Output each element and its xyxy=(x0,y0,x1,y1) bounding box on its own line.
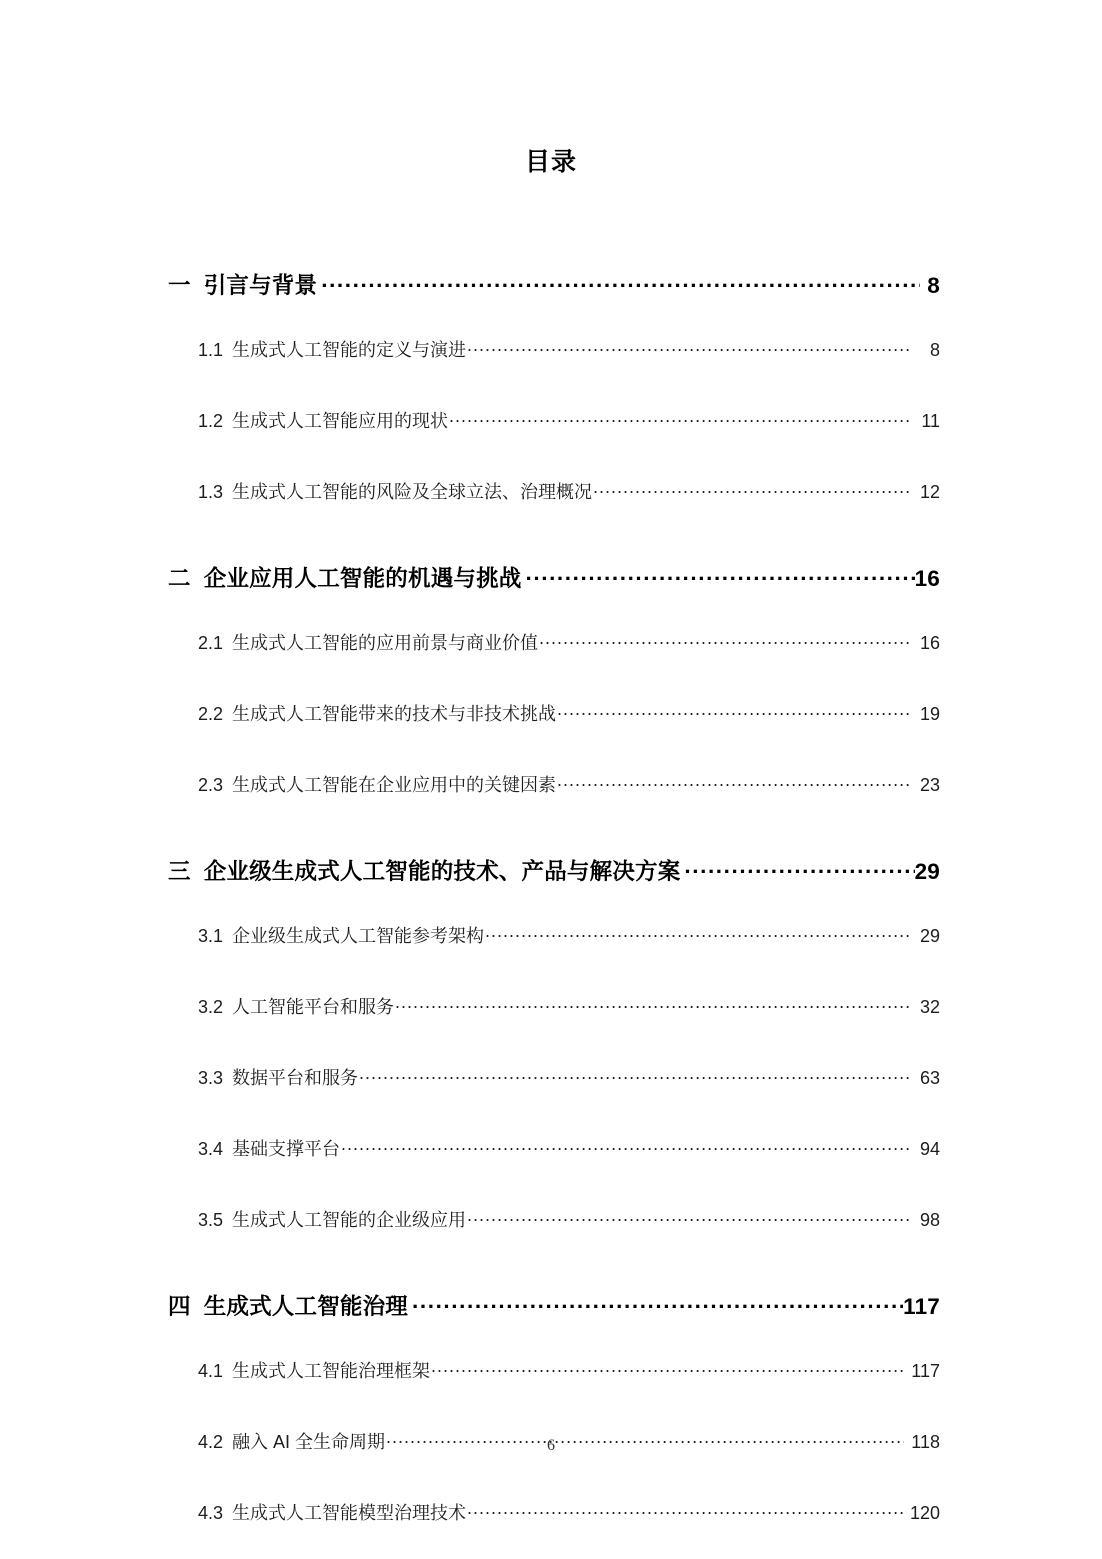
toc-dot-leader xyxy=(395,995,911,1013)
toc-entry-label: 人工智能平台和服务 xyxy=(232,997,395,1017)
row-spacer xyxy=(168,726,940,771)
toc-dot-leader xyxy=(359,1066,911,1084)
toc-entry-page-number: 16 xyxy=(914,566,940,591)
toc-entry-number: 3.3 xyxy=(198,1068,224,1088)
toc-entry-label: 企业应用人工智能的机遇与挑战 xyxy=(203,566,522,591)
toc-section-entry[interactable] xyxy=(198,922,940,948)
toc-entry-number: 3.1 xyxy=(198,926,224,946)
toc-dot-leader xyxy=(557,702,911,720)
toc-entry-number: 2.1 xyxy=(198,633,224,653)
row-spacer xyxy=(168,1454,940,1499)
toc-entry-page-number: 98 xyxy=(919,1210,940,1230)
toc-entry-page-number: 23 xyxy=(919,775,940,795)
toc-entry-number: 3.5 xyxy=(198,1210,224,1230)
toc-section-entry[interactable] xyxy=(198,336,940,362)
toc-section-entry[interactable] xyxy=(198,1357,940,1383)
toc-entry-page-number: 32 xyxy=(919,997,940,1017)
toc-entry-number: 四 xyxy=(168,1294,191,1319)
toc-section-entry[interactable] xyxy=(198,1135,940,1161)
row-spacer xyxy=(168,362,940,407)
table-of-contents xyxy=(168,268,940,1525)
toc-dot-leader xyxy=(449,409,911,427)
toc-entry-page-number: 8 xyxy=(927,273,940,298)
row-spacer xyxy=(168,886,940,922)
row-spacer xyxy=(168,1383,940,1428)
toc-entry-page-number: 117 xyxy=(911,1361,940,1381)
toc-entry-number: 2.2 xyxy=(198,704,224,724)
toc-dot-leader xyxy=(539,631,911,649)
toc-dot-leader xyxy=(467,1501,903,1519)
toc-entry-label: 生成式人工智能模型治理技术 xyxy=(232,1503,467,1523)
toc-dot-leader xyxy=(593,480,911,498)
toc-entry-label: 生成式人工智能应用的现状 xyxy=(232,411,449,431)
toc-dot-leader xyxy=(467,338,911,356)
toc-entry-page-number: 94 xyxy=(919,1139,940,1159)
toc-entry-label: 生成式人工智能的风险及全球立法、治理概况 xyxy=(232,482,593,502)
row-spacer xyxy=(168,433,940,478)
toc-dot-leader xyxy=(341,1137,911,1155)
toc-section-entry[interactable] xyxy=(198,407,940,433)
toc-section-entry[interactable] xyxy=(198,478,940,504)
toc-entry-label: 生成式人工智能带来的技术与非技术挑战 xyxy=(232,704,557,724)
toc-entry-number: 1.3 xyxy=(198,482,224,502)
row-spacer xyxy=(168,948,940,993)
toc-entry-number: 4.3 xyxy=(198,1503,224,1523)
toc-chapter-entry[interactable] xyxy=(168,268,940,300)
toc-entry-number: 一 xyxy=(168,273,191,298)
toc-entry-label: 生成式人工智能治理 xyxy=(203,1294,409,1319)
toc-dot-leader xyxy=(684,857,914,880)
toc-entry-page-number: 29 xyxy=(914,859,940,884)
toc-entry-number: 4.2 xyxy=(198,1432,224,1452)
toc-dot-leader xyxy=(526,564,915,587)
toc-entry-number: 1.1 xyxy=(198,340,224,360)
row-spacer xyxy=(168,797,940,854)
toc-entry-page-number: 11 xyxy=(921,411,940,431)
toc-section-entry[interactable] xyxy=(198,1206,940,1232)
toc-entry-label: 数据平台和服务 xyxy=(232,1068,359,1088)
toc-dot-leader xyxy=(412,1292,903,1315)
toc-entry-label: 企业级生成式人工智能的技术、产品与解决方案 xyxy=(203,859,681,884)
toc-entry-label: 生成式人工智能的企业级应用 xyxy=(232,1210,467,1230)
toc-entry-number: 2.3 xyxy=(198,775,224,795)
toc-section-entry[interactable] xyxy=(198,629,940,655)
toc-entry-page-number: 8 xyxy=(929,340,940,360)
toc-entry-number: 二 xyxy=(168,566,191,591)
toc-entry-number: 1.2 xyxy=(198,411,224,431)
toc-dot-leader xyxy=(321,271,920,294)
toc-dot-leader xyxy=(467,1208,911,1226)
toc-dot-leader xyxy=(485,924,911,942)
toc-entry-page-number: 118 xyxy=(911,1432,940,1452)
toc-entry-page-number: 16 xyxy=(919,633,940,653)
toc-section-entry[interactable] xyxy=(198,771,940,797)
row-spacer xyxy=(168,593,940,629)
toc-section-entry[interactable] xyxy=(198,993,940,1019)
toc-entry-page-number: 63 xyxy=(919,1068,940,1088)
toc-entry-number: 4.1 xyxy=(198,1361,224,1381)
toc-dot-leader xyxy=(431,1359,904,1377)
toc-section-entry[interactable] xyxy=(198,1499,940,1525)
toc-section-entry[interactable] xyxy=(198,700,940,726)
toc-entry-label: 生成式人工智能的应用前景与商业价值 xyxy=(232,633,539,653)
toc-entry-label: 基础支撑平台 xyxy=(232,1139,341,1159)
toc-entry-label: 生成式人工智能在企业应用中的关键因素 xyxy=(232,775,557,795)
row-spacer xyxy=(168,504,940,561)
toc-entry-page-number: 12 xyxy=(919,482,940,502)
toc-entry-page-number: 120 xyxy=(909,1503,940,1523)
row-spacer xyxy=(168,1090,940,1135)
toc-dot-leader xyxy=(557,773,911,791)
toc-section-entry[interactable] xyxy=(198,1064,940,1090)
toc-entry-number: 三 xyxy=(168,859,191,884)
toc-entry-number: 3.2 xyxy=(198,997,224,1017)
toc-chapter-entry[interactable] xyxy=(168,854,940,886)
row-spacer xyxy=(168,1019,940,1064)
row-spacer xyxy=(168,300,940,336)
toc-chapter-entry[interactable] xyxy=(168,561,940,593)
toc-entry-label: 融入 AI 全生命周期 xyxy=(232,1432,386,1452)
toc-entry-page-number: 117 xyxy=(903,1294,940,1319)
toc-entry-label: 生成式人工智能的定义与演进 xyxy=(232,340,467,360)
row-spacer xyxy=(168,1161,940,1206)
toc-entry-number: 3.4 xyxy=(198,1139,224,1159)
row-spacer xyxy=(168,655,940,700)
page-folio-number: 6 xyxy=(547,1437,555,1454)
toc-entry-page-number: 19 xyxy=(919,704,940,724)
toc-entry-label: 引言与背景 xyxy=(203,273,318,298)
toc-entry-label: 生成式人工智能治理框架 xyxy=(232,1361,431,1381)
page-title: 目录 xyxy=(524,148,577,176)
toc-chapter-entry[interactable] xyxy=(168,1289,940,1321)
row-spacer xyxy=(168,1321,940,1357)
toc-entry-label: 企业级生成式人工智能参考架构 xyxy=(232,926,485,946)
toc-entry-page-number: 29 xyxy=(919,926,940,946)
row-spacer xyxy=(168,1232,940,1289)
